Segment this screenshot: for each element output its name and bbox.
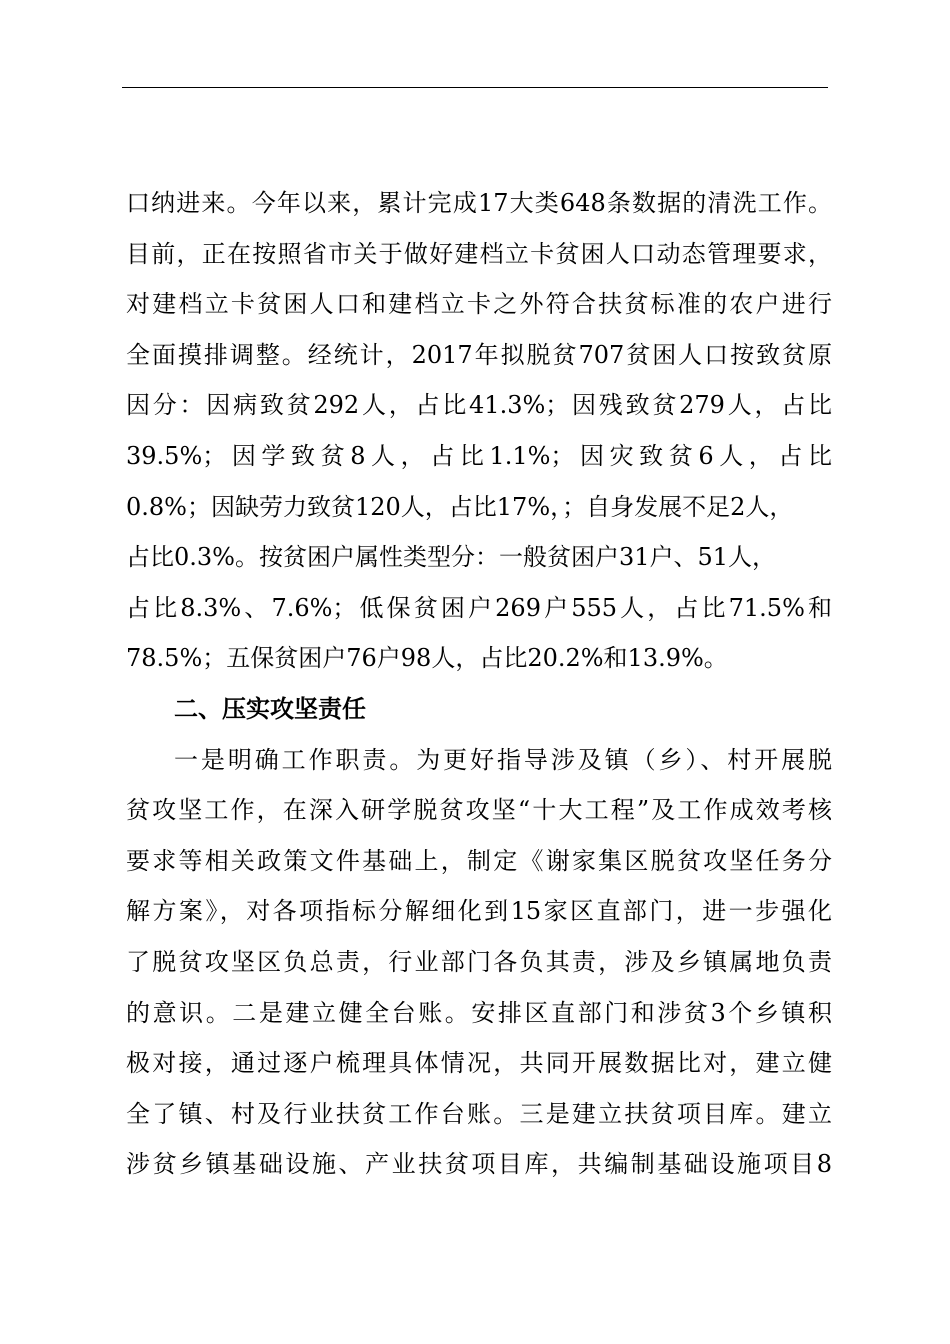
body-text — [126, 178, 832, 1190]
text-line: 占比8.3%、7.6%；低保贫困户269户555人，占比71.5%和 — [126, 593, 832, 622]
text-line: 占比0.3%。按贫困户属性类型分：一般贫困户31户、51人， — [126, 543, 777, 572]
text-line: 涉贫乡镇基础设施、产业扶贫项目库，共编制基础设施项目8 — [126, 1150, 832, 1179]
text-line: 贫攻坚工作，在深入研学脱贫攻坚“十大工程”及工作成效考核 — [126, 796, 832, 825]
text-line: 的意识。二是建立健全台账。安排区直部门和涉贫3个乡镇积 — [126, 998, 832, 1027]
text-line: 全了镇、村及行业扶贫工作台账。三是建立扶贫项目库。建立 — [126, 1099, 832, 1128]
header-rule — [122, 87, 828, 88]
text-line: 极对接，通过逐户梳理具体情况，共同开展数据比对，建立健 — [126, 1049, 832, 1078]
text-line: 要求等相关政策文件基础上，制定《谢家集区脱贫攻坚任务分 — [126, 846, 832, 875]
section-heading: 二、压实攻坚责任 — [174, 694, 366, 723]
text-line: 全面摸排调整。经统计，2017年拟脱贫707贫困人口按致贫原 — [126, 340, 832, 369]
text-line: 78.5%；五保贫困户76户98人，占比20.2%和13.9%。 — [126, 644, 728, 673]
text-line: 因分：因病致贫292人，占比41.3%；因残致贫279人，占比 — [126, 391, 832, 420]
text-line: 对建档立卡贫困人口和建档立卡之外符合扶贫标准的农户进行 — [126, 290, 832, 319]
text-line: 口纳进来。今年以来，累计完成17大类648条数据的清洗工作。 — [126, 189, 832, 217]
text-line: 一是明确工作职责。为更好指导涉及镇（乡）、村开展脱 — [174, 745, 832, 774]
text-line: 解方案》，对各项指标分解细化到15家区直部门，进一步强化 — [126, 897, 832, 926]
text-line: 目前，正在按照省市关于做好建档立卡贫困人口动态管理要求， — [126, 239, 832, 268]
text-line: 39.5%；因学致贫8人，占比1.1%；因灾致贫6人，占比 — [126, 441, 832, 470]
text-line: 了脱贫攻坚区负总责，行业部门各负其责，涉及乡镇属地负责 — [126, 947, 832, 976]
text-line: 0.8%；因缺劳力致贫120人，占比17%，；自身发展不足2人， — [126, 492, 794, 521]
